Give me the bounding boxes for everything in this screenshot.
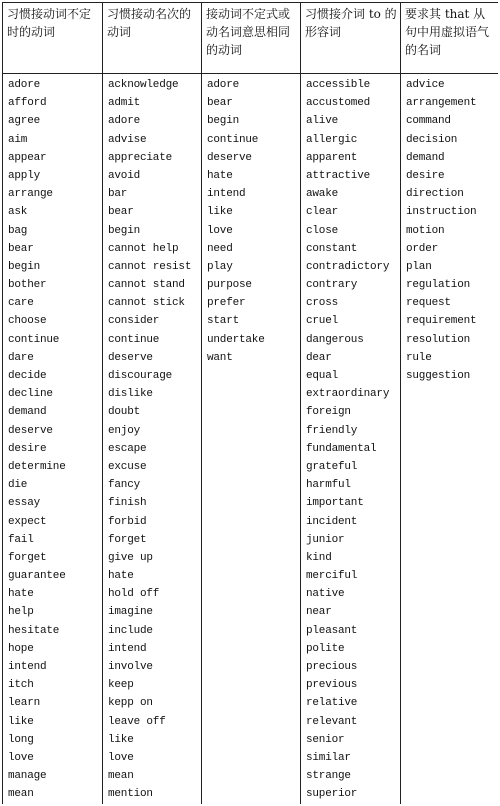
list-item: need — [207, 242, 233, 255]
word-list — [207, 76, 300, 367]
list-item: appreciate — [108, 151, 173, 164]
document-sheet — [2, 2, 498, 804]
list-item: begin — [8, 260, 41, 273]
list-item: decide — [8, 370, 47, 382]
list-item: allergic — [306, 133, 358, 146]
word-list — [306, 76, 400, 804]
list-item: advise — [108, 133, 147, 146]
list-item: forget — [108, 533, 147, 546]
list-item: intend — [8, 661, 47, 673]
list-item: cannot stand — [108, 279, 185, 292]
list-item: agree — [8, 115, 41, 128]
list-item: like — [207, 206, 233, 219]
list-item: alive — [306, 115, 339, 128]
list-item: hate — [8, 588, 34, 601]
list-item: continue — [8, 333, 60, 346]
list-item: aim — [8, 133, 28, 146]
header-to-adjectives: 习惯接介词 to 的形容词 — [301, 3, 401, 74]
list-item: care — [8, 297, 34, 310]
list-item: decision — [406, 133, 458, 146]
list-item: mean — [8, 788, 34, 801]
list-item: help — [8, 606, 34, 619]
column-to-adjectives — [301, 74, 401, 805]
list-item: give up — [108, 551, 153, 564]
list-item: fundamental — [306, 442, 377, 455]
table-header — [3, 3, 499, 74]
list-item: like — [8, 715, 34, 728]
list-item: arrangement — [406, 97, 477, 110]
list-item: essay — [8, 497, 41, 510]
list-item: avoid — [108, 169, 141, 182]
list-item: fancy — [108, 479, 141, 492]
list-item: requirement — [406, 315, 477, 328]
list-item: command — [406, 115, 451, 128]
column-subjunctive-nouns — [401, 74, 499, 805]
list-item: contradictory — [306, 260, 390, 273]
list-item: bother — [8, 279, 47, 292]
header-same-meaning-verbs: 接动词不定式或动名词意思相同的动词 — [202, 3, 301, 74]
list-item: adore — [8, 79, 41, 91]
list-item: keep — [108, 679, 134, 692]
list-item: itch — [8, 679, 34, 692]
list-item: incident — [306, 515, 358, 528]
list-item: similar — [306, 751, 351, 764]
list-item: choose — [8, 315, 47, 328]
list-item: cross — [306, 297, 339, 310]
list-item: grateful — [306, 460, 358, 473]
list-item: hold off — [108, 588, 160, 601]
list-item: contrary — [306, 279, 358, 292]
list-item: include — [108, 624, 153, 637]
word-list — [8, 76, 102, 804]
list-item: awake — [306, 188, 339, 201]
list-item: suggestion — [406, 370, 471, 382]
list-item: precious — [306, 661, 358, 673]
list-item: hate — [108, 570, 134, 583]
list-item: doubt — [108, 406, 141, 419]
list-item: previous — [306, 679, 358, 692]
list-item: rule — [406, 351, 432, 364]
list-item: begin — [108, 224, 141, 237]
list-item: appear — [8, 151, 47, 164]
list-item: love — [207, 224, 233, 237]
list-item: native — [306, 588, 345, 601]
list-item: extraordinary — [306, 388, 390, 401]
list-item: order — [406, 242, 439, 255]
list-item: learn — [8, 697, 41, 710]
list-item: accessible — [306, 79, 371, 91]
list-item: die — [8, 479, 28, 492]
list-item: merciful — [306, 570, 358, 583]
list-item: prefer — [207, 297, 246, 310]
list-item: intend — [207, 188, 246, 201]
list-item: play — [207, 260, 233, 273]
table-row — [3, 74, 499, 805]
list-item: strange — [306, 770, 351, 783]
list-item: junior — [306, 533, 345, 546]
list-item: dislike — [108, 388, 153, 401]
list-item: close — [306, 224, 339, 237]
list-item: admit — [108, 97, 141, 110]
list-item: long — [8, 733, 34, 746]
list-item: hope — [8, 642, 34, 655]
list-item: friendly — [306, 424, 358, 437]
header-gerund-verbs: 习惯接动名次的动词 — [103, 3, 202, 74]
header-subjunctive-nouns: 要求其 that 从句中用虚拟语气的名词 — [401, 3, 499, 74]
list-item: apply — [8, 169, 41, 182]
list-item: pleasant — [306, 624, 358, 637]
list-item: forget — [8, 551, 47, 564]
list-item: bar — [108, 188, 128, 201]
list-item: deserve — [207, 151, 252, 164]
list-item: accustomed — [306, 97, 371, 110]
list-item: bear — [108, 206, 134, 219]
word-list — [108, 76, 201, 804]
list-item: want — [207, 351, 233, 364]
header-row — [3, 3, 499, 74]
list-item: constant — [306, 242, 358, 255]
list-item: dear — [306, 351, 332, 364]
list-item: superior — [306, 788, 358, 801]
list-item: apparent — [306, 151, 358, 164]
list-item: polite — [306, 642, 345, 655]
list-item: clear — [306, 206, 339, 219]
list-item: kepp on — [108, 697, 153, 710]
list-item: demand — [8, 406, 47, 419]
list-item: discourage — [108, 370, 173, 382]
list-item: leave off — [108, 715, 166, 728]
column-infinitive-verbs — [3, 74, 103, 805]
list-item: continue — [207, 133, 259, 146]
list-item: direction — [406, 188, 464, 201]
list-item: fail — [8, 533, 34, 546]
list-item: hesitate — [8, 624, 60, 637]
list-item: mean — [108, 770, 134, 783]
list-item: desire — [406, 169, 445, 182]
list-item: continue — [108, 333, 160, 346]
list-item: kind — [306, 551, 332, 564]
list-item: bear — [207, 97, 233, 110]
list-item: mention — [108, 788, 153, 801]
list-item: relevant — [306, 715, 358, 728]
list-item: love — [108, 751, 134, 764]
list-item: resolution — [406, 333, 471, 346]
list-item: arrange — [8, 188, 53, 201]
list-item: harmful — [306, 479, 351, 492]
word-list — [406, 76, 498, 385]
list-item: important — [306, 497, 364, 510]
list-item: deserve — [108, 351, 153, 364]
list-item: ask — [8, 206, 28, 219]
list-item: undertake — [207, 333, 265, 346]
list-item: like — [108, 733, 134, 746]
list-item: afford — [8, 97, 47, 110]
list-item: decline — [8, 388, 53, 401]
list-item: request — [406, 297, 451, 310]
list-item: attractive — [306, 169, 371, 182]
list-item: escape — [108, 442, 147, 455]
list-item: love — [8, 751, 34, 764]
list-item: cannot stick — [108, 297, 185, 310]
list-item: enjoy — [108, 424, 141, 437]
list-item: desire — [8, 442, 47, 455]
list-item: expect — [8, 515, 47, 528]
list-item: cannot help — [108, 242, 179, 255]
list-item: finish — [108, 497, 147, 510]
list-item: bag — [8, 224, 28, 237]
list-item: instruction — [406, 206, 477, 219]
list-item: near — [306, 606, 332, 619]
list-item: manage — [8, 770, 47, 783]
list-item: bear — [8, 242, 34, 255]
list-item: demand — [406, 151, 445, 164]
list-item: foreign — [306, 406, 351, 419]
list-item: senior — [306, 733, 345, 746]
header-infinitive-verbs: 习惯接动词不定时的动词 — [3, 3, 103, 74]
list-item: cruel — [306, 315, 339, 328]
list-item: purpose — [207, 279, 252, 292]
list-item: guarantee — [8, 570, 66, 583]
list-item: hate — [207, 169, 233, 182]
list-item: dangerous — [306, 333, 364, 346]
list-item: acknowledge — [108, 79, 179, 91]
list-item: relative — [306, 697, 358, 710]
list-item: motion — [406, 224, 445, 237]
list-item: plan — [406, 260, 432, 273]
list-item: imagine — [108, 606, 153, 619]
list-item: cannot resist — [108, 260, 192, 273]
table-body — [3, 74, 499, 805]
list-item: excuse — [108, 460, 147, 473]
list-item: begin — [207, 115, 240, 128]
list-item: start — [207, 315, 240, 328]
list-item: consider — [108, 315, 160, 328]
list-item: forbid — [108, 515, 147, 528]
column-gerund-verbs — [103, 74, 202, 805]
list-item: intend — [108, 642, 147, 655]
list-item: regulation — [406, 279, 471, 292]
list-item: deserve — [8, 424, 53, 437]
list-item: adore — [207, 79, 240, 91]
list-item: advice — [406, 79, 445, 91]
list-item: equal — [306, 370, 339, 382]
list-item: adore — [108, 115, 141, 128]
list-item: involve — [108, 661, 153, 673]
column-same-meaning-verbs — [202, 74, 301, 805]
list-item: determine — [8, 460, 66, 473]
word-table — [2, 2, 498, 804]
list-item: dare — [8, 351, 34, 364]
